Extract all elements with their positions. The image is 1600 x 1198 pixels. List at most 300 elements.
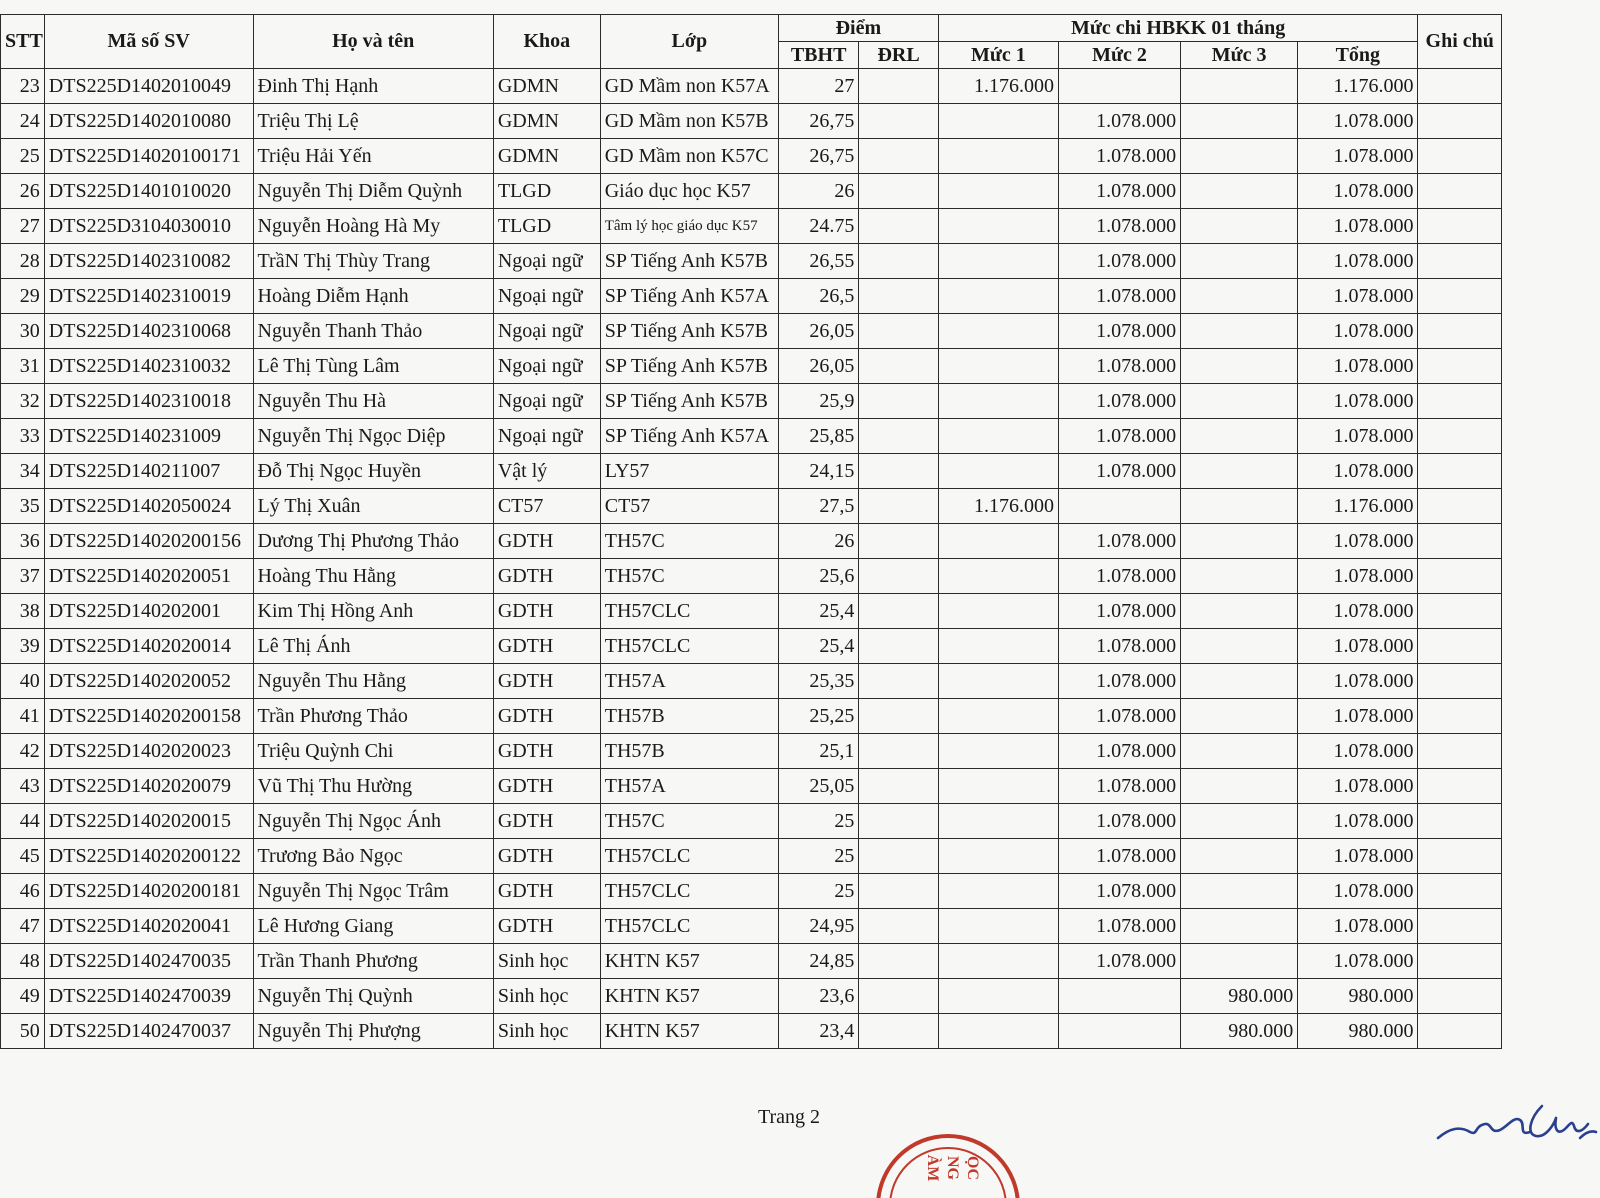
- page-number: Trang 2: [758, 1106, 821, 1128]
- cell-level3: [1181, 139, 1298, 174]
- header-scholarship-group: Mức chi HBKK 01 tháng: [938, 15, 1418, 42]
- cell-student-id: DTS225D1402020079: [44, 769, 253, 804]
- table-row: [1, 489, 1502, 524]
- cell-full-name: Nguyễn Hoàng Hà My: [253, 209, 493, 244]
- cell-total: 1.078.000: [1298, 349, 1418, 384]
- cell-class: SP Tiếng Anh K57A: [600, 419, 778, 454]
- table-row: [1, 664, 1502, 699]
- table-row: [1, 769, 1502, 804]
- cell-total: 1.078.000: [1298, 629, 1418, 664]
- cell-level2: 1.078.000: [1058, 419, 1180, 454]
- table-row: [1, 979, 1502, 1014]
- table-row: [1, 314, 1502, 349]
- cell-total: 1.078.000: [1298, 209, 1418, 244]
- cell-student-id: DTS225D1402020051: [44, 559, 253, 594]
- cell-full-name: Lê Thị Ánh: [253, 629, 493, 664]
- cell-level3: [1181, 769, 1298, 804]
- cell-note: [1418, 839, 1502, 874]
- cell-note: [1418, 629, 1502, 664]
- svg-text:ÀM: ÀM: [924, 1154, 941, 1182]
- cell-student-id: DTS225D140231009: [44, 419, 253, 454]
- cell-full-name: Vũ Thị Thu Hường: [253, 769, 493, 804]
- cell-level2: 1.078.000: [1058, 349, 1180, 384]
- cell-note: [1418, 524, 1502, 559]
- cell-class: TH57CLC: [600, 629, 778, 664]
- cell-drl: [859, 419, 938, 454]
- cell-stt: 28: [1, 244, 45, 279]
- cell-class: TH57A: [600, 664, 778, 699]
- table-row: [1, 699, 1502, 734]
- cell-level1: [938, 314, 1058, 349]
- cell-class: GD Mầm non K57A: [600, 69, 778, 104]
- cell-level3: [1181, 664, 1298, 699]
- cell-note: [1418, 454, 1502, 489]
- cell-total: 1.078.000: [1298, 314, 1418, 349]
- table-row: [1, 174, 1502, 209]
- cell-total: 980.000: [1298, 979, 1418, 1014]
- cell-total: 1.078.000: [1298, 734, 1418, 769]
- cell-class: SP Tiếng Anh K57B: [600, 349, 778, 384]
- cell-full-name: Nguyễn Thanh Thảo: [253, 314, 493, 349]
- cell-faculty: GDTH: [493, 699, 600, 734]
- cell-tbht: 26,75: [778, 139, 858, 174]
- cell-faculty: Ngoại ngữ: [493, 244, 600, 279]
- cell-full-name: Nguyễn Thị Phượng: [253, 1014, 493, 1049]
- cell-total: 1.078.000: [1298, 174, 1418, 209]
- cell-tbht: 27,5: [778, 489, 858, 524]
- cell-faculty: Ngoại ngữ: [493, 279, 600, 314]
- cell-faculty: GDMN: [493, 139, 600, 174]
- cell-note: [1418, 349, 1502, 384]
- cell-tbht: 23,6: [778, 979, 858, 1014]
- cell-level1: [938, 244, 1058, 279]
- cell-level2: 1.078.000: [1058, 139, 1180, 174]
- cell-total: 1.078.000: [1298, 594, 1418, 629]
- cell-full-name: Nguyễn Thị Quỳnh: [253, 979, 493, 1014]
- cell-drl: [859, 839, 938, 874]
- cell-note: [1418, 594, 1502, 629]
- cell-level1: [938, 979, 1058, 1014]
- cell-note: [1418, 104, 1502, 139]
- cell-student-id: DTS225D1402020041: [44, 909, 253, 944]
- cell-level1: [938, 594, 1058, 629]
- table-row: [1, 804, 1502, 839]
- cell-level2: 1.078.000: [1058, 174, 1180, 209]
- cell-full-name: Nguyễn Thị Ngọc Diệp: [253, 419, 493, 454]
- cell-full-name: Lê Hương Giang: [253, 909, 493, 944]
- cell-level3: [1181, 489, 1298, 524]
- cell-level2: 1.078.000: [1058, 804, 1180, 839]
- cell-level3: [1181, 244, 1298, 279]
- cell-note: [1418, 699, 1502, 734]
- cell-total: 1.078.000: [1298, 139, 1418, 174]
- cell-note: [1418, 489, 1502, 524]
- cell-level1: [938, 559, 1058, 594]
- cell-full-name: Triệu Quỳnh Chi: [253, 734, 493, 769]
- cell-faculty: Ngoại ngữ: [493, 314, 600, 349]
- cell-student-id: DTS225D140211007: [44, 454, 253, 489]
- cell-level1: [938, 349, 1058, 384]
- cell-student-id: DTS225D14020200156: [44, 524, 253, 559]
- cell-level1: [938, 384, 1058, 419]
- cell-full-name: Đỗ Thị Ngọc Huyền: [253, 454, 493, 489]
- table-row: [1, 279, 1502, 314]
- cell-student-id: DTS225D1402010049: [44, 69, 253, 104]
- cell-tbht: 23,4: [778, 1014, 858, 1049]
- cell-faculty: GDTH: [493, 804, 600, 839]
- cell-tbht: 25,35: [778, 664, 858, 699]
- cell-full-name: Nguyễn Thị Ngọc Ánh: [253, 804, 493, 839]
- cell-full-name: Nguyễn Thu Hà: [253, 384, 493, 419]
- cell-level2: 1.078.000: [1058, 664, 1180, 699]
- cell-total: 1.078.000: [1298, 839, 1418, 874]
- cell-full-name: Hoàng Thu Hằng: [253, 559, 493, 594]
- cell-drl: [859, 1014, 938, 1049]
- cell-note: [1418, 174, 1502, 209]
- cell-class: Tâm lý học giáo dục K57: [600, 209, 778, 244]
- cell-level2: 1.078.000: [1058, 734, 1180, 769]
- cell-student-id: DTS225D1402050024: [44, 489, 253, 524]
- cell-class: KHTN K57: [600, 1014, 778, 1049]
- cell-total: 1.176.000: [1298, 69, 1418, 104]
- cell-stt: 48: [1, 944, 45, 979]
- cell-stt: 36: [1, 524, 45, 559]
- cell-level3: [1181, 174, 1298, 209]
- cell-level2: 1.078.000: [1058, 454, 1180, 489]
- cell-level1: [938, 279, 1058, 314]
- cell-total: 1.078.000: [1298, 384, 1418, 419]
- cell-level1: [938, 909, 1058, 944]
- cell-class: TH57C: [600, 559, 778, 594]
- cell-stt: 27: [1, 209, 45, 244]
- cell-level1: [938, 804, 1058, 839]
- table-row: [1, 69, 1502, 104]
- cell-student-id: DTS225D1402470039: [44, 979, 253, 1014]
- cell-level3: [1181, 594, 1298, 629]
- cell-level1: 1.176.000: [938, 69, 1058, 104]
- cell-drl: [859, 629, 938, 664]
- table-row: [1, 139, 1502, 174]
- cell-faculty: GDTH: [493, 874, 600, 909]
- cell-total: 1.078.000: [1298, 419, 1418, 454]
- cell-total: 1.078.000: [1298, 279, 1418, 314]
- cell-level1: [938, 699, 1058, 734]
- cell-level1: [938, 734, 1058, 769]
- cell-tbht: 26: [778, 524, 858, 559]
- cell-note: [1418, 279, 1502, 314]
- cell-note: [1418, 734, 1502, 769]
- cell-level2: [1058, 69, 1180, 104]
- table-row: [1, 419, 1502, 454]
- cell-student-id: DTS225D1402470035: [44, 944, 253, 979]
- cell-class: KHTN K57: [600, 979, 778, 1014]
- cell-level3: [1181, 524, 1298, 559]
- cell-level3: [1181, 909, 1298, 944]
- cell-level1: [938, 839, 1058, 874]
- cell-full-name: Hoàng Diễm Hạnh: [253, 279, 493, 314]
- cell-tbht: 26,55: [778, 244, 858, 279]
- cell-level2: [1058, 489, 1180, 524]
- cell-stt: 37: [1, 559, 45, 594]
- cell-tbht: 25: [778, 839, 858, 874]
- cell-class: TH57A: [600, 769, 778, 804]
- cell-faculty: Ngoại ngữ: [493, 384, 600, 419]
- cell-level1: [938, 629, 1058, 664]
- cell-tbht: 25: [778, 874, 858, 909]
- cell-drl: [859, 944, 938, 979]
- cell-stt: 44: [1, 804, 45, 839]
- cell-level2: 1.078.000: [1058, 279, 1180, 314]
- cell-faculty: Sinh học: [493, 979, 600, 1014]
- cell-level2: 1.078.000: [1058, 384, 1180, 419]
- table-row: [1, 629, 1502, 664]
- cell-drl: [859, 384, 938, 419]
- cell-faculty: TLGD: [493, 174, 600, 209]
- cell-level3: [1181, 419, 1298, 454]
- cell-note: [1418, 944, 1502, 979]
- cell-drl: [859, 489, 938, 524]
- cell-drl: [859, 244, 938, 279]
- header-level3: Mức 3: [1181, 42, 1298, 69]
- cell-level1: [938, 139, 1058, 174]
- table-row: [1, 454, 1502, 489]
- cell-tbht: 26,75: [778, 104, 858, 139]
- cell-tbht: 26,05: [778, 314, 858, 349]
- cell-total: 1.078.000: [1298, 944, 1418, 979]
- cell-level1: [938, 104, 1058, 139]
- cell-faculty: GDTH: [493, 594, 600, 629]
- header-drl: ĐRL: [859, 42, 938, 69]
- cell-stt: 29: [1, 279, 45, 314]
- cell-faculty: Ngoại ngữ: [493, 419, 600, 454]
- cell-drl: [859, 349, 938, 384]
- header-tbht: TBHT: [778, 42, 858, 69]
- cell-note: [1418, 664, 1502, 699]
- cell-level1: [938, 944, 1058, 979]
- cell-level3: [1181, 454, 1298, 489]
- cell-level3: [1181, 279, 1298, 314]
- cell-full-name: Kim Thị Hồng Anh: [253, 594, 493, 629]
- cell-full-name: TrầN Thị Thùy Trang: [253, 244, 493, 279]
- red-seal-stamp: [848, 1128, 1048, 1198]
- cell-drl: [859, 69, 938, 104]
- cell-level2: 1.078.000: [1058, 839, 1180, 874]
- cell-tbht: 24,15: [778, 454, 858, 489]
- cell-stt: 23: [1, 69, 45, 104]
- cell-note: [1418, 1014, 1502, 1049]
- header-note: Ghi chú: [1418, 15, 1502, 69]
- cell-total: 1.078.000: [1298, 664, 1418, 699]
- cell-level1: [938, 174, 1058, 209]
- cell-note: [1418, 209, 1502, 244]
- cell-faculty: GDTH: [493, 629, 600, 664]
- cell-student-id: DTS225D14020200122: [44, 839, 253, 874]
- handwritten-signature: [1430, 1098, 1600, 1158]
- cell-level3: [1181, 69, 1298, 104]
- cell-level3: [1181, 734, 1298, 769]
- cell-drl: [859, 734, 938, 769]
- table-row: [1, 874, 1502, 909]
- table-row: [1, 524, 1502, 559]
- cell-faculty: GDTH: [493, 839, 600, 874]
- cell-full-name: Trần Thanh Phương: [253, 944, 493, 979]
- cell-drl: [859, 139, 938, 174]
- cell-stt: 32: [1, 384, 45, 419]
- cell-class: TH57C: [600, 524, 778, 559]
- cell-class: GD Mầm non K57C: [600, 139, 778, 174]
- cell-note: [1418, 139, 1502, 174]
- cell-full-name: Dương Thị Phương Thảo: [253, 524, 493, 559]
- cell-level1: [938, 1014, 1058, 1049]
- table-row: [1, 349, 1502, 384]
- table-row: [1, 909, 1502, 944]
- cell-level2: 1.078.000: [1058, 209, 1180, 244]
- cell-student-id: DTS225D14020200181: [44, 874, 253, 909]
- cell-level1: [938, 419, 1058, 454]
- cell-stt: 42: [1, 734, 45, 769]
- cell-stt: 33: [1, 419, 45, 454]
- cell-drl: [859, 769, 938, 804]
- cell-student-id: DTS225D1402020052: [44, 664, 253, 699]
- cell-drl: [859, 524, 938, 559]
- cell-stt: 30: [1, 314, 45, 349]
- cell-level2: 1.078.000: [1058, 699, 1180, 734]
- cell-class: GD Mầm non K57B: [600, 104, 778, 139]
- cell-stt: 49: [1, 979, 45, 1014]
- cell-tbht: 26,5: [778, 279, 858, 314]
- cell-stt: 34: [1, 454, 45, 489]
- cell-student-id: DTS225D1402310019: [44, 279, 253, 314]
- cell-tbht: 24,85: [778, 944, 858, 979]
- cell-full-name: Nguyễn Thị Diễm Quỳnh: [253, 174, 493, 209]
- table-row: [1, 734, 1502, 769]
- cell-faculty: GDMN: [493, 104, 600, 139]
- cell-class: TH57CLC: [600, 909, 778, 944]
- cell-faculty: GDTH: [493, 734, 600, 769]
- cell-class: CT57: [600, 489, 778, 524]
- cell-stt: 25: [1, 139, 45, 174]
- cell-class: TH57B: [600, 734, 778, 769]
- cell-tbht: 25,85: [778, 419, 858, 454]
- cell-drl: [859, 454, 938, 489]
- cell-student-id: DTS225D140202001: [44, 594, 253, 629]
- cell-faculty: Ngoại ngữ: [493, 349, 600, 384]
- cell-level3: [1181, 804, 1298, 839]
- cell-full-name: Đinh Thị Hạnh: [253, 69, 493, 104]
- cell-level3: [1181, 629, 1298, 664]
- cell-total: 1.176.000: [1298, 489, 1418, 524]
- cell-total: 1.078.000: [1298, 699, 1418, 734]
- cell-stt: 38: [1, 594, 45, 629]
- cell-note: [1418, 909, 1502, 944]
- cell-stt: 24: [1, 104, 45, 139]
- cell-drl: [859, 559, 938, 594]
- header-stt: STT: [1, 15, 45, 69]
- header-class: Lớp: [600, 15, 778, 69]
- cell-stt: 26: [1, 174, 45, 209]
- cell-student-id: DTS225D14020100171: [44, 139, 253, 174]
- cell-student-id: DTS225D1402010080: [44, 104, 253, 139]
- table-row: [1, 594, 1502, 629]
- cell-faculty: GDTH: [493, 769, 600, 804]
- cell-faculty: TLGD: [493, 209, 600, 244]
- table-body: [1, 69, 1502, 1049]
- cell-tbht: 25,9: [778, 384, 858, 419]
- cell-student-id: DTS225D1402020015: [44, 804, 253, 839]
- cell-total: 1.078.000: [1298, 244, 1418, 279]
- cell-note: [1418, 979, 1502, 1014]
- cell-stt: 40: [1, 664, 45, 699]
- cell-level2: 1.078.000: [1058, 594, 1180, 629]
- cell-note: [1418, 559, 1502, 594]
- cell-stt: 50: [1, 1014, 45, 1049]
- cell-drl: [859, 174, 938, 209]
- cell-tbht: 25,1: [778, 734, 858, 769]
- cell-faculty: Sinh học: [493, 1014, 600, 1049]
- cell-level2: [1058, 1014, 1180, 1049]
- cell-student-id: DTS225D1402310082: [44, 244, 253, 279]
- cell-total: 980.000: [1298, 1014, 1418, 1049]
- cell-full-name: Nguyễn Thị Ngọc Trâm: [253, 874, 493, 909]
- cell-tbht: 25,6: [778, 559, 858, 594]
- cell-level2: 1.078.000: [1058, 559, 1180, 594]
- cell-class: TH57CLC: [600, 874, 778, 909]
- cell-student-id: DTS225D1402310068: [44, 314, 253, 349]
- cell-drl: [859, 594, 938, 629]
- cell-total: 1.078.000: [1298, 524, 1418, 559]
- cell-full-name: Lý Thị Xuân: [253, 489, 493, 524]
- scholarship-table: [0, 14, 1502, 1049]
- cell-drl: [859, 699, 938, 734]
- cell-student-id: DTS225D3104030010: [44, 209, 253, 244]
- cell-student-id: DTS225D1402310032: [44, 349, 253, 384]
- cell-tbht: 25: [778, 804, 858, 839]
- cell-note: [1418, 419, 1502, 454]
- cell-full-name: Triệu Thị Lệ: [253, 104, 493, 139]
- cell-level3: [1181, 104, 1298, 139]
- cell-drl: [859, 209, 938, 244]
- cell-student-id: DTS225D1402020014: [44, 629, 253, 664]
- cell-level2: 1.078.000: [1058, 244, 1180, 279]
- cell-note: [1418, 69, 1502, 104]
- header-faculty: Khoa: [493, 15, 600, 69]
- cell-note: [1418, 384, 1502, 419]
- cell-level1: [938, 664, 1058, 699]
- cell-class: SP Tiếng Anh K57A: [600, 279, 778, 314]
- cell-full-name: Lê Thị Tùng Lâm: [253, 349, 493, 384]
- cell-drl: [859, 314, 938, 349]
- cell-drl: [859, 909, 938, 944]
- header-level2: Mức 2: [1058, 42, 1180, 69]
- cell-level3: [1181, 874, 1298, 909]
- cell-total: 1.078.000: [1298, 104, 1418, 139]
- cell-tbht: 24.75: [778, 209, 858, 244]
- table-row: [1, 944, 1502, 979]
- header-total: Tổng: [1298, 42, 1418, 69]
- cell-stt: 41: [1, 699, 45, 734]
- cell-level3: 980.000: [1181, 979, 1298, 1014]
- cell-student-id: DTS225D1402310018: [44, 384, 253, 419]
- cell-student-id: DTS225D14020200158: [44, 699, 253, 734]
- cell-tbht: 26,05: [778, 349, 858, 384]
- table-row: [1, 244, 1502, 279]
- cell-full-name: Nguyễn Thu Hằng: [253, 664, 493, 699]
- cell-level2: 1.078.000: [1058, 909, 1180, 944]
- cell-tbht: 25,25: [778, 699, 858, 734]
- cell-total: 1.078.000: [1298, 454, 1418, 489]
- cell-stt: 46: [1, 874, 45, 909]
- cell-level2: 1.078.000: [1058, 314, 1180, 349]
